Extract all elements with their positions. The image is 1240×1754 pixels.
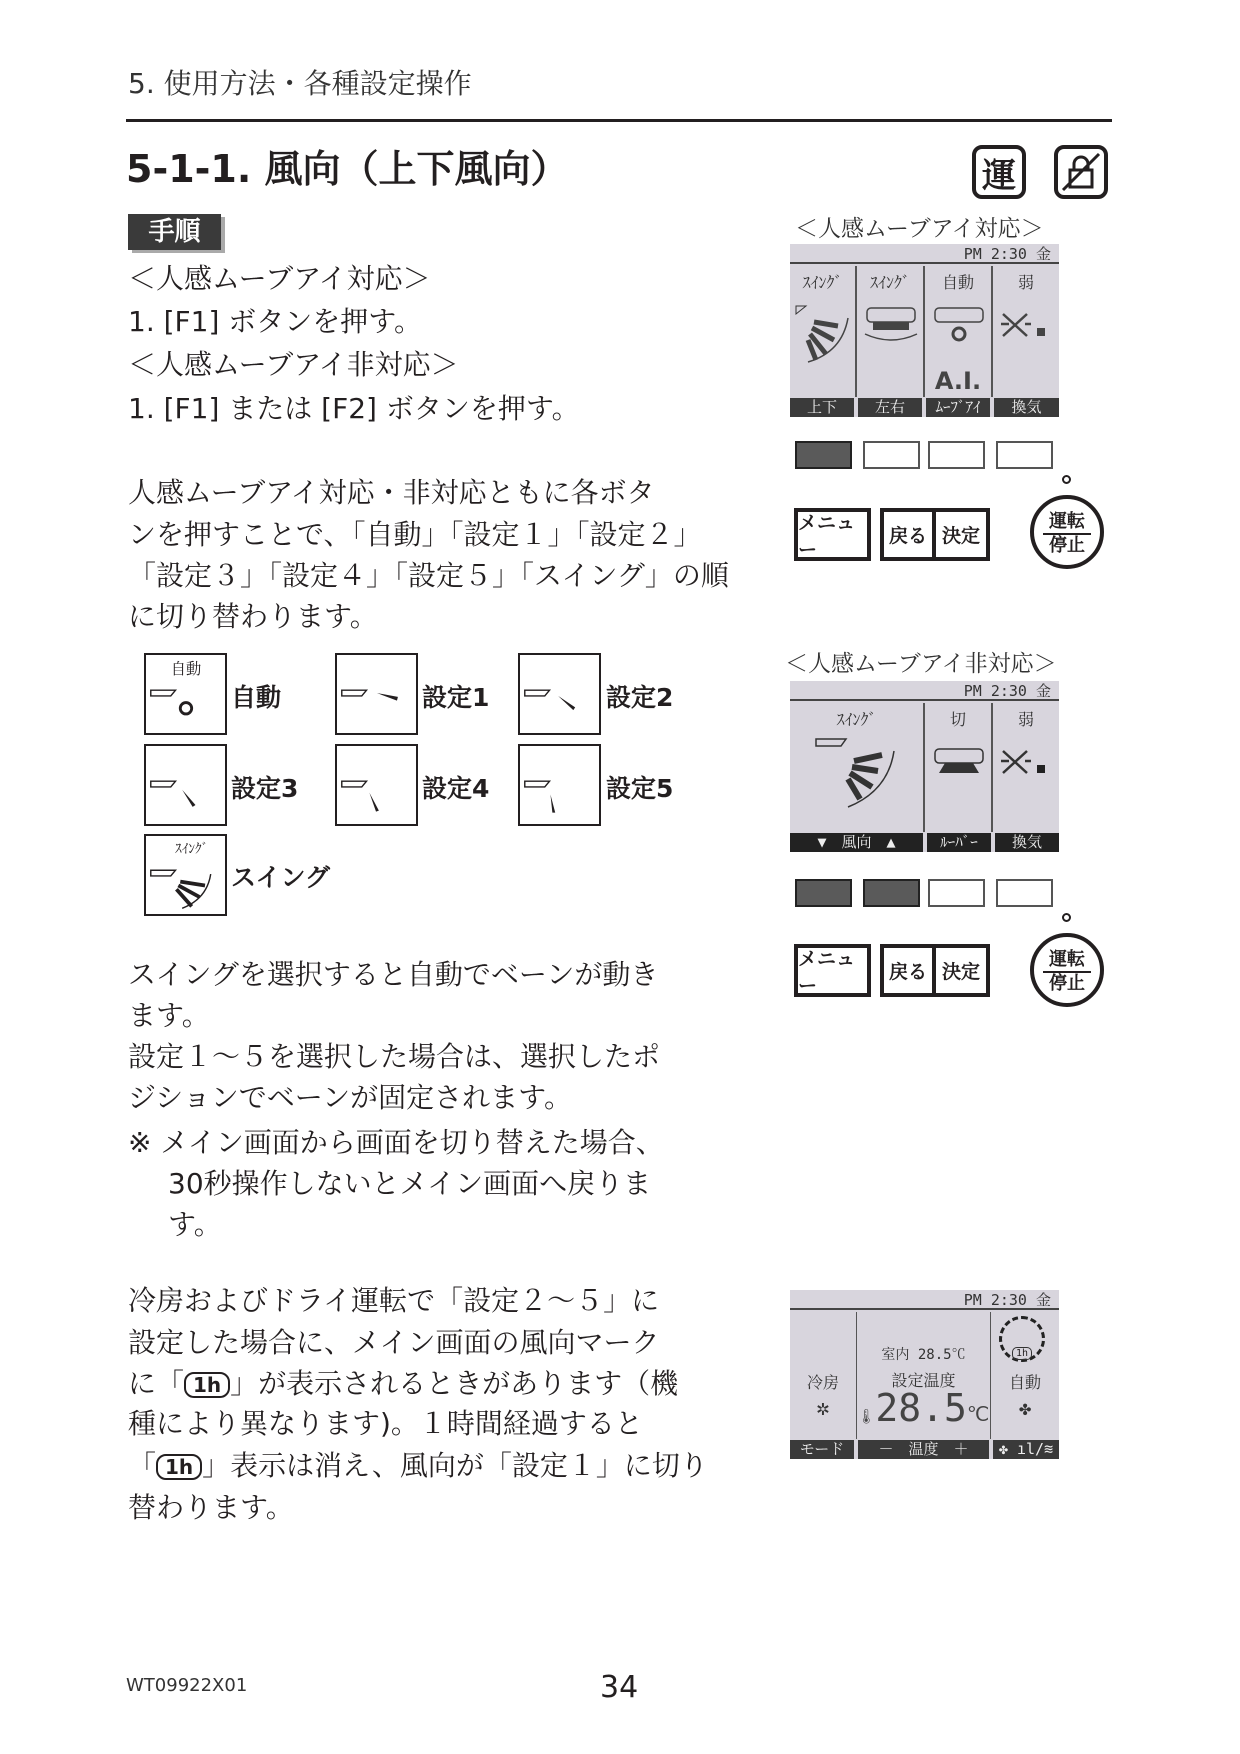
screen-column (790, 703, 925, 832)
para-line (128, 1363, 678, 1405)
vane-setting3-icon (144, 744, 227, 826)
f4-button[interactable] (996, 879, 1053, 907)
procedure-line: 1. [F1] ボタンを押す。 (128, 305, 423, 338)
vane-label: 設定5 (606, 774, 674, 803)
menu-button[interactable]: メニュー (794, 508, 871, 561)
document-code: WT09922X01 (126, 1675, 248, 1696)
remote-main-screen (790, 1290, 1059, 1459)
fn-label: ▼ 風向 ▲ (790, 833, 923, 852)
back-button[interactable]: 戻る (880, 944, 936, 997)
procedure-badge: 手順 (128, 214, 221, 250)
para-line: 替わります。 (128, 1491, 294, 1524)
one-hour-badge: 1h (184, 1372, 230, 1398)
note-line: 30秒操作しないとメイン画面へ戻りま (168, 1167, 652, 1200)
ai-label: A.I. (934, 367, 982, 395)
swing-vertical-icon (794, 304, 854, 364)
power-label: 停止 (1043, 533, 1091, 557)
para-line: ンを押すことで、「自動」「設定１」「設定２」 (128, 518, 702, 551)
vane-icon-text: 自動 (170, 660, 202, 679)
text: に「 (128, 1367, 185, 1400)
one-hour-badge: 1h (156, 1454, 202, 1480)
f1-button[interactable] (795, 879, 852, 907)
para-line: 人感ムーブアイ対応・非対応ともに各ボタ (128, 476, 655, 509)
para-line: ジションでベーンが固定されます。 (128, 1081, 572, 1114)
vane-setting2-icon (518, 653, 601, 735)
f2-button[interactable] (863, 441, 920, 469)
vane-label: 自動 (231, 683, 282, 712)
remote-screen-2 (790, 681, 1059, 852)
vane-auto-icon (144, 653, 227, 735)
room-temp: 室内 28.5℃ (881, 1347, 966, 1363)
thermometer-icon: 🌡 (857, 1409, 876, 1425)
lock-prohibited-icon (1054, 145, 1108, 199)
para-line: スイングを選択すると自動でベーンが動き (128, 958, 659, 991)
section-header: 5. 使用方法・各種設定操作 (128, 67, 472, 100)
fn-label: 換気 (994, 398, 1059, 417)
col-label: ｽｲﾝｸﾞ (869, 273, 910, 292)
fn-label: 換気 (995, 833, 1059, 852)
fan-function-icon: ✤ ıl/≋ (993, 1440, 1059, 1459)
para-line: 設定した場合に、メイン画面の風向マーク (128, 1326, 660, 1359)
vane-icon-text: ｽｲﾝｸﾞ (175, 842, 209, 858)
screen-column (993, 266, 1059, 397)
col-label: ｽｲﾝｸﾞ (836, 710, 877, 729)
remote-screen-1 (790, 244, 1059, 417)
procedure-line: ＜人感ムーブアイ非対応＞ (128, 348, 459, 381)
ventilation-icon (999, 310, 1051, 340)
col-label: 弱 (1017, 710, 1034, 729)
text: 」が表示されるときがあります（機 (230, 1367, 679, 1400)
vane-setting5-icon (518, 744, 601, 826)
para-line: 設定１～５を選択した場合は、選択したポ (128, 1040, 661, 1073)
col-label: 弱 (1017, 273, 1034, 292)
procedure-line: ＜人感ムーブアイ対応＞ (128, 262, 431, 295)
screen-caption: ＜人感ムーブアイ対応＞ (795, 216, 1044, 242)
vane-label: 設定4 (422, 774, 490, 803)
screen-column (925, 703, 993, 832)
page-title: 5-1-1. 風向（上下風向） (126, 147, 569, 191)
procedure-line: 1. [F1] または [F2] ボタンを押す。 (128, 392, 580, 425)
page-number: 34 (600, 1670, 639, 1705)
screen-column (790, 266, 857, 397)
text: 」表示は消え、風向が「設定１」に切り (202, 1449, 708, 1482)
ok-button[interactable]: 決定 (932, 508, 990, 561)
para-line: 種により異なります)。１時間経過すると (128, 1407, 643, 1440)
screen-column (925, 266, 993, 397)
power-label: 運転 (1049, 949, 1085, 970)
vane-label: スイング (231, 863, 331, 892)
para-line: 「設定３」「設定４」「設定５」「スイング」の順 (128, 559, 729, 592)
fn-label: ﾙｰﾊﾞｰ (927, 833, 991, 852)
power-button[interactable] (1030, 495, 1104, 569)
fn-label: 上下 (790, 398, 854, 417)
temp-column (857, 1312, 991, 1439)
swing-horizontal-icon (863, 306, 919, 346)
para-line (128, 1445, 708, 1487)
vane-label: 設定2 (606, 683, 674, 712)
vane-setting4-icon (335, 744, 418, 826)
fn-label: モード (790, 1440, 854, 1459)
fn-label: ﾑｰﾌﾞｱｲ (926, 398, 990, 417)
f3-button[interactable] (928, 441, 985, 469)
note-line: ※ メイン画面から画面を切り替えた場合、 (128, 1126, 664, 1159)
vane-swing-icon (144, 834, 227, 916)
clock: PM 2:30 金 (790, 1290, 1059, 1310)
screen-column (857, 266, 925, 397)
power-button[interactable] (1030, 933, 1104, 1007)
vane-setting1-icon (335, 653, 418, 735)
screen-caption: ＜人感ムーブアイ非対応＞ (785, 651, 1057, 677)
para-line: に切り替わります。 (128, 600, 378, 633)
mode-column (790, 1312, 857, 1439)
para-line: 冷房およびドライ運転で「設定２～５」に (128, 1284, 660, 1317)
col-label: 切 (949, 710, 966, 729)
swing-vertical-icon (814, 733, 904, 813)
one-hour-badge: 1h (1012, 1347, 1032, 1360)
divider (126, 119, 1112, 122)
clock: PM 2:30 金 (790, 681, 1059, 701)
f2-button[interactable] (863, 879, 920, 907)
power-label: 停止 (1043, 971, 1091, 995)
power-label: 運転 (1049, 511, 1085, 532)
run-mode-icon: 運 (972, 145, 1026, 199)
f3-button[interactable] (928, 879, 985, 907)
snowflake-icon: ✲ (816, 1396, 830, 1421)
menu-button[interactable]: メニュー (794, 944, 871, 997)
col-label: 自動 (941, 273, 974, 292)
set-temp-label: 設定温度 (891, 1371, 956, 1390)
para-line: ます。 (128, 999, 210, 1032)
clock: PM 2:30 金 (790, 244, 1059, 264)
col-label: ｽｲﾝｸﾞ (802, 273, 843, 292)
temp-unit: ℃ (966, 1402, 990, 1426)
auto-swirl-icon (931, 306, 987, 346)
indicator-lamp (1062, 913, 1071, 922)
vane-label: 設定1 (422, 683, 490, 712)
indicator-lamp (1062, 475, 1071, 484)
louver-icon (931, 747, 987, 777)
back-button[interactable]: 戻る (880, 508, 936, 561)
fn-label: 左右 (858, 398, 922, 417)
note-line: す。 (168, 1208, 222, 1241)
fn-label: － 温度 ＋ (858, 1440, 989, 1459)
f1-button[interactable] (795, 441, 852, 469)
mode-label: 冷房 (806, 1373, 839, 1392)
set-temp: 28.5 (875, 1386, 967, 1430)
f4-button[interactable] (996, 441, 1053, 469)
vane-label: 設定3 (231, 774, 299, 803)
fan-icon: ✤ (1018, 1396, 1032, 1420)
text: 「 (128, 1449, 157, 1482)
fan-column (991, 1312, 1059, 1439)
fan-label: 自動 (1008, 1373, 1041, 1392)
ok-button[interactable]: 決定 (932, 944, 990, 997)
screen-column (993, 703, 1059, 832)
ventilation-icon (999, 747, 1051, 777)
